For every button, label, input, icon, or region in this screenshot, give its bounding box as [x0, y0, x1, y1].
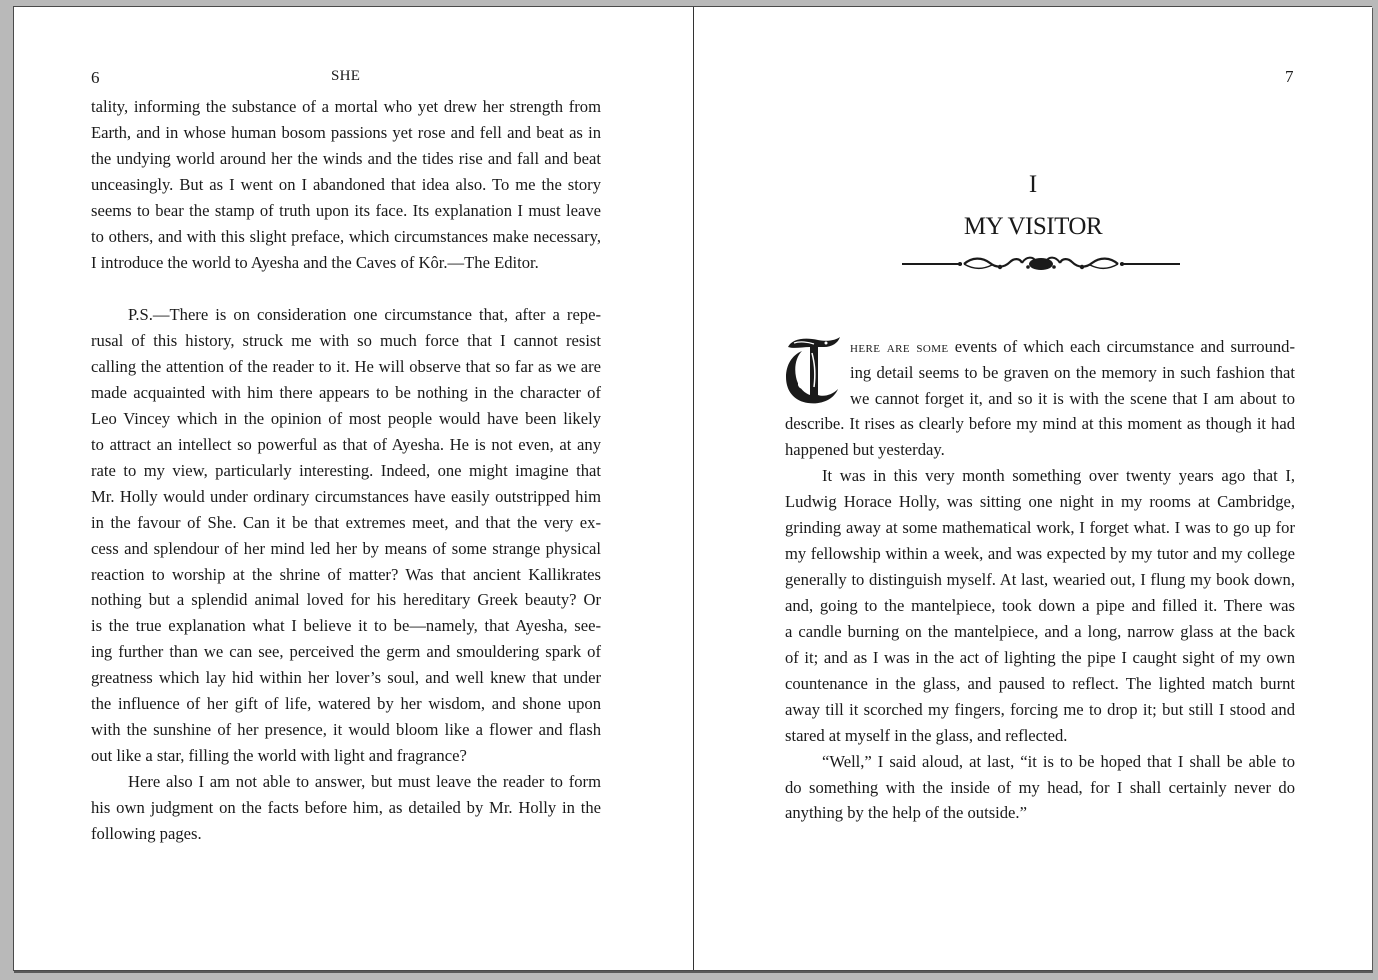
text-line: countenance in the glass, and paused to reflect. The lighted match burnt — [785, 674, 1295, 693]
text-line: ing further than we can see, perceived the germ and smouldering spark of — [91, 642, 601, 661]
text-line: my fellowship within a week, and was expected by my tutor and my college — [785, 544, 1295, 563]
opening-smallcaps: here are some — [850, 339, 949, 356]
text-line: to attract an intellect so powerful as that of Ayesha. He is not even, at any — [91, 435, 601, 454]
text-line: rate to my view, particularly interesting. Indeed, one might imagine that — [91, 461, 601, 480]
text-line: following pages. — [91, 824, 202, 843]
text-line: I introduce the world to Ayesha and the Caves of Kôr.—The Editor. — [91, 253, 539, 272]
text-fragment: events of which each circumstance and surround- — [948, 337, 1295, 356]
text-line: rusal of this history, struck me with so much force that I cannot resist — [91, 331, 601, 350]
text-line: unceasingly. But as I went on I abandoned that idea also. To me the story — [91, 175, 601, 194]
text-line: and, going to the mantelpiece, took down a pipe and filled it. There was — [785, 596, 1295, 615]
left-page — [14, 7, 693, 970]
text-line: out like a star, filling the world with light and fragrance? — [91, 746, 467, 765]
text-line: cess and splendour of her mind led her by means of some strange physical — [91, 539, 601, 558]
text-line: nothing but a splendid animal loved for his hereditary Greek beauty? Or — [91, 590, 601, 609]
text-line: do something with the inside of my head, for I shall certainly never do — [785, 778, 1295, 797]
ornamental-dropcap-icon — [784, 337, 842, 405]
text-line: ing detail seems to be graven on the memory in such fashion that — [850, 363, 1295, 382]
text-line: of it; and as I was in the act of lighting the pipe I caught sight of my own — [785, 648, 1295, 667]
text-line: away till it scorched my fingers, forcing me to drop it; but still I stood and — [785, 700, 1295, 719]
text-line: is the true explanation what I believe it to be—namely, that Ayesha, see- — [91, 616, 601, 635]
text-line: Here also I am not able to answer, but must leave the reader to form — [128, 772, 601, 791]
page-number: 6 — [91, 68, 100, 87]
text-line: we cannot forget it, and so it is with the scene that I am about to — [850, 389, 1295, 408]
chapter-title: MY VISITOR — [963, 213, 1103, 240]
text-line: the influence of her gift of life, watered by her wisdom, and shone upon — [91, 694, 601, 713]
text-line: tality, informing the substance of a mortal who yet drew her strength from — [91, 97, 601, 116]
page-number: 7 — [1285, 67, 1294, 86]
text-line: happened but yesterday. — [785, 440, 945, 459]
text-line: Leo Vincey which in the opinion of most people would have been likely — [91, 409, 601, 428]
text-line: calling the attention of the reader to it. He will observe that so far as we are — [91, 357, 601, 376]
chapter-number: I — [1028, 171, 1038, 198]
text-line: a candle burning on the mantelpiece, and a long, narrow glass at the back — [785, 622, 1295, 641]
text-line: It was in this very month something over twenty years ago that I, — [822, 466, 1295, 485]
text-line: with the sunshine of her presence, it would bloom like a flower and flash — [91, 720, 601, 739]
text-line: P.S.—There is on consideration one circumstance that, after a repe- — [128, 305, 601, 324]
text-line: in the favour of She. Can it be that extremes meet, and that the very ex- — [91, 513, 601, 532]
text-line: the undying world around her the winds and the tides rise and fall and beat — [91, 149, 601, 168]
text-line: generally to distinguish myself. At last, wearied out, I flung my book down, — [785, 570, 1295, 589]
text-line: Mr. Holly would under ordinary circumstances have easily outstripped him — [91, 487, 601, 506]
running-head: SHE — [331, 68, 361, 84]
text-line: describe. It rises as clearly before my mind at this moment as though it had — [785, 414, 1295, 433]
text-line: made acquainted with him there appears to be nothing in the character of — [91, 383, 601, 402]
text-line: reaction to worship at the shrine of matter? Was that ancient Kallikrates — [91, 565, 601, 584]
flourish-divider-icon — [902, 255, 1180, 273]
text-line: seems to bear the stamp of truth upon its face. Its explanation I must leave — [91, 201, 601, 220]
text-line: grinding away at some mathematical work, I forget what. I was to go up for — [785, 518, 1295, 537]
text-line: stared at myself in the glass, and reflected. — [785, 726, 1068, 745]
text-line: greatness which lay hid within her lover’s soul, and well knew that under — [91, 668, 601, 687]
text-line: Ludwig Horace Holly, was sitting one night in my rooms at Cambridge, — [785, 492, 1295, 511]
text-line — [850, 334, 1295, 360]
text-line: Earth, and in whose human bosom passions yet rose and fell and beat as in — [91, 123, 601, 142]
text-line: to others, and with this slight preface, which circumstances make necessary, — [91, 227, 601, 246]
text-line: “Well,” I said aloud, at last, “it is to be hoped that I shall be able to — [822, 752, 1295, 771]
text-line: anything by the help of the outside.” — [785, 803, 1027, 822]
book-spread — [13, 6, 1372, 971]
right-page — [693, 7, 1372, 970]
text-line: his own judgment on the facts before him, as detailed by Mr. Holly in the — [91, 798, 601, 817]
